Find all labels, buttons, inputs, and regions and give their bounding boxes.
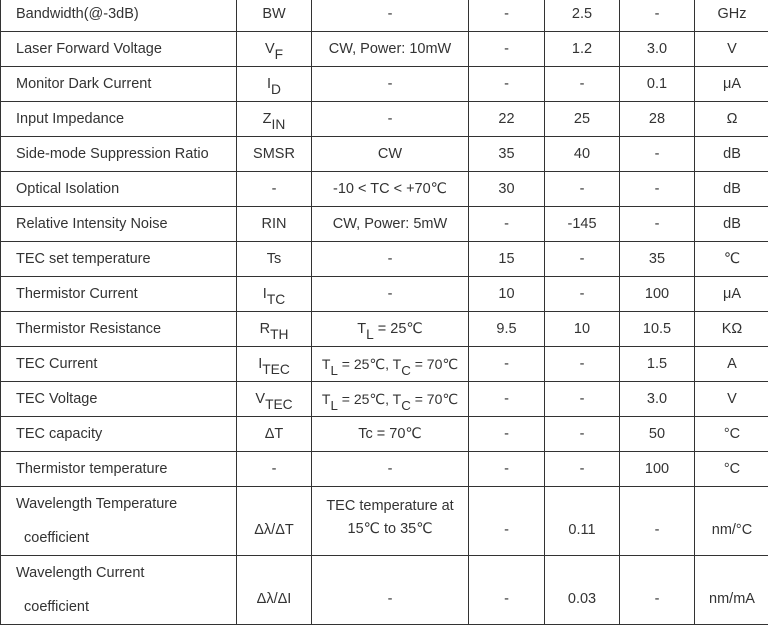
max-cell: 3.0 [646,391,668,407]
typ-cell: - [579,356,585,372]
max-cell: - [654,6,660,22]
table-row [1,137,768,172]
condition-cell: - [387,6,393,22]
unit-cell: °C [723,426,741,442]
symbol-cell: $Z_{IN}$ [262,111,286,133]
typ-cell: - [579,426,585,442]
typ-cell: - [579,286,585,302]
table-row [1,556,768,625]
table-row [1,0,768,32]
condition-cell [312,486,468,541]
symbol-cell: $R_{TH}$ [259,321,289,343]
min-cell: - [504,41,509,57]
condition-cell: -10 < TC < +70℃ [333,181,447,197]
param-cell [1,478,236,555]
max-cell: 28 [648,111,666,127]
condition-cell: - [387,591,393,607]
max-cell: - [654,216,660,232]
table-row [1,32,768,67]
min-cell: - [504,6,509,22]
table-row [1,242,768,277]
param-line-2: coefficient [24,599,90,615]
table-row [1,417,768,452]
min-cell: - [504,76,509,92]
condition-cell: CW, Power: 10mW [328,41,452,57]
symbol-cell: ΔT [264,426,284,442]
max-cell: 0.1 [646,76,668,92]
condition-cell: - [387,76,393,92]
min-cell: - [504,522,509,538]
symbol-cell: Δλ/ΔI [256,591,292,607]
min-cell: 22 [498,111,515,127]
param-line-2: coefficient [24,530,90,546]
unit-cell: dB [723,146,741,162]
typ-cell: 25 [573,111,591,127]
min-cell: 30 [498,181,515,197]
condition-cell: - [387,286,393,302]
unit-cell: nm/°C [711,522,753,538]
table-row [1,312,768,347]
min-cell: 10 [498,286,515,302]
min-cell: - [504,461,509,477]
max-cell: 100 [644,286,670,302]
symbol-cell: $V_{TEC}$ [255,391,293,413]
min-cell: 9.5 [496,321,517,337]
param-line-1: Wavelength Temperature [16,496,178,512]
max-cell: 10.5 [642,321,672,337]
symbol-cell: BW [262,6,286,22]
symbol-cell: $I_{TC}$ [262,286,286,308]
symbol-cell: $I_D$ [267,76,281,98]
param-cell: Input Impedance [16,111,125,127]
typ-cell: -145 [567,216,597,232]
spec-table-body [1,0,768,625]
param-cell: Relative Intensity Noise [16,216,168,232]
min-cell: - [504,391,509,407]
table-row [1,67,768,102]
table-row [1,277,768,312]
min-cell: 35 [498,146,515,162]
condition-cell: - [387,461,393,477]
table-row [1,487,768,556]
typ-cell: - [579,181,585,197]
unit-cell: V [727,391,737,407]
typ-cell: 0.03 [567,591,597,607]
param-cell [1,547,236,624]
param-cell: TEC Voltage [16,391,98,407]
max-cell: 50 [648,426,666,442]
condition-cell: $T_L$ = 25℃, $T_C$ = 70℃ [321,391,459,413]
condition-line-1: TEC temperature at [326,498,454,514]
max-cell: - [654,181,660,197]
table-row [1,172,768,207]
condition-cell: $T_L$ = 25℃, $T_C$ = 70℃ [321,356,459,378]
min-cell: - [504,591,509,607]
typ-cell: 40 [573,146,591,162]
param-cell: TEC capacity [16,426,103,442]
table-row [1,207,768,242]
condition-line-2: 15℃ to 35℃ [347,521,433,537]
param-cell: Bandwidth(@-3dB) [16,6,139,22]
unit-cell: dB [723,181,741,197]
symbol-cell: Ts [266,251,282,267]
param-cell: Thermistor Current [16,286,138,302]
max-cell: - [654,591,660,607]
unit-cell: μA [722,286,742,302]
unit-cell: V [727,41,737,57]
typ-cell: 2.5 [571,6,593,22]
table-row [1,382,768,417]
unit-cell: °C [723,461,741,477]
unit-cell: ℃ [723,251,741,267]
unit-cell: μA [722,76,742,92]
symbol-cell: - [271,461,277,477]
param-cell: Laser Forward Voltage [16,41,162,57]
symbol-cell: $I_{TEC}$ [258,356,290,378]
max-cell: 100 [644,461,670,477]
typ-cell: 10 [573,321,591,337]
max-cell: 3.0 [646,41,668,57]
unit-cell: A [727,356,737,372]
param-cell: Side-mode Suppression Ratio [16,146,209,162]
typ-cell: 0.11 [568,522,596,538]
min-cell: - [504,426,509,442]
symbol-cell: $V_F$ [264,41,284,63]
param-cell: Monitor Dark Current [16,76,152,92]
param-cell: Thermistor temperature [16,461,168,477]
condition-cell: - [387,251,393,267]
condition-cell: CW [377,146,403,162]
unit-cell: dB [723,216,741,232]
symbol-cell: Δλ/ΔT [254,522,294,538]
param-cell: TEC Current [16,356,98,372]
condition-cell: - [387,111,393,127]
typ-cell: - [579,76,585,92]
typ-cell: - [579,391,585,407]
condition-cell: $T_L$ = 25℃ [357,321,423,343]
max-cell: 35 [648,251,666,267]
param-cell: Thermistor Resistance [16,321,162,337]
symbol-cell: RIN [261,216,287,232]
unit-cell: KΩ [721,321,743,337]
unit-cell: Ω [726,111,738,127]
max-cell: 1.5 [646,356,668,372]
param-cell: TEC set temperature [16,251,151,267]
table-row [1,347,768,382]
unit-cell: nm/mA [709,591,755,607]
condition-cell: CW, Power: 5mW [332,216,448,232]
param-line-1: Wavelength Current [16,565,145,581]
max-cell: - [654,146,660,162]
typ-cell: 1.2 [571,41,593,57]
typ-cell: - [579,251,585,267]
param-cell: Optical Isolation [16,181,120,197]
table-row [1,102,768,137]
min-cell: 15 [498,251,515,267]
condition-cell: Tc = 70℃ [358,426,422,442]
min-cell: - [504,216,509,232]
max-cell: - [654,522,660,538]
symbol-cell: - [271,181,277,197]
unit-cell: GHz [717,6,747,22]
symbol-cell: SMSR [253,146,295,162]
min-cell: - [504,356,509,372]
typ-cell: - [579,461,585,477]
